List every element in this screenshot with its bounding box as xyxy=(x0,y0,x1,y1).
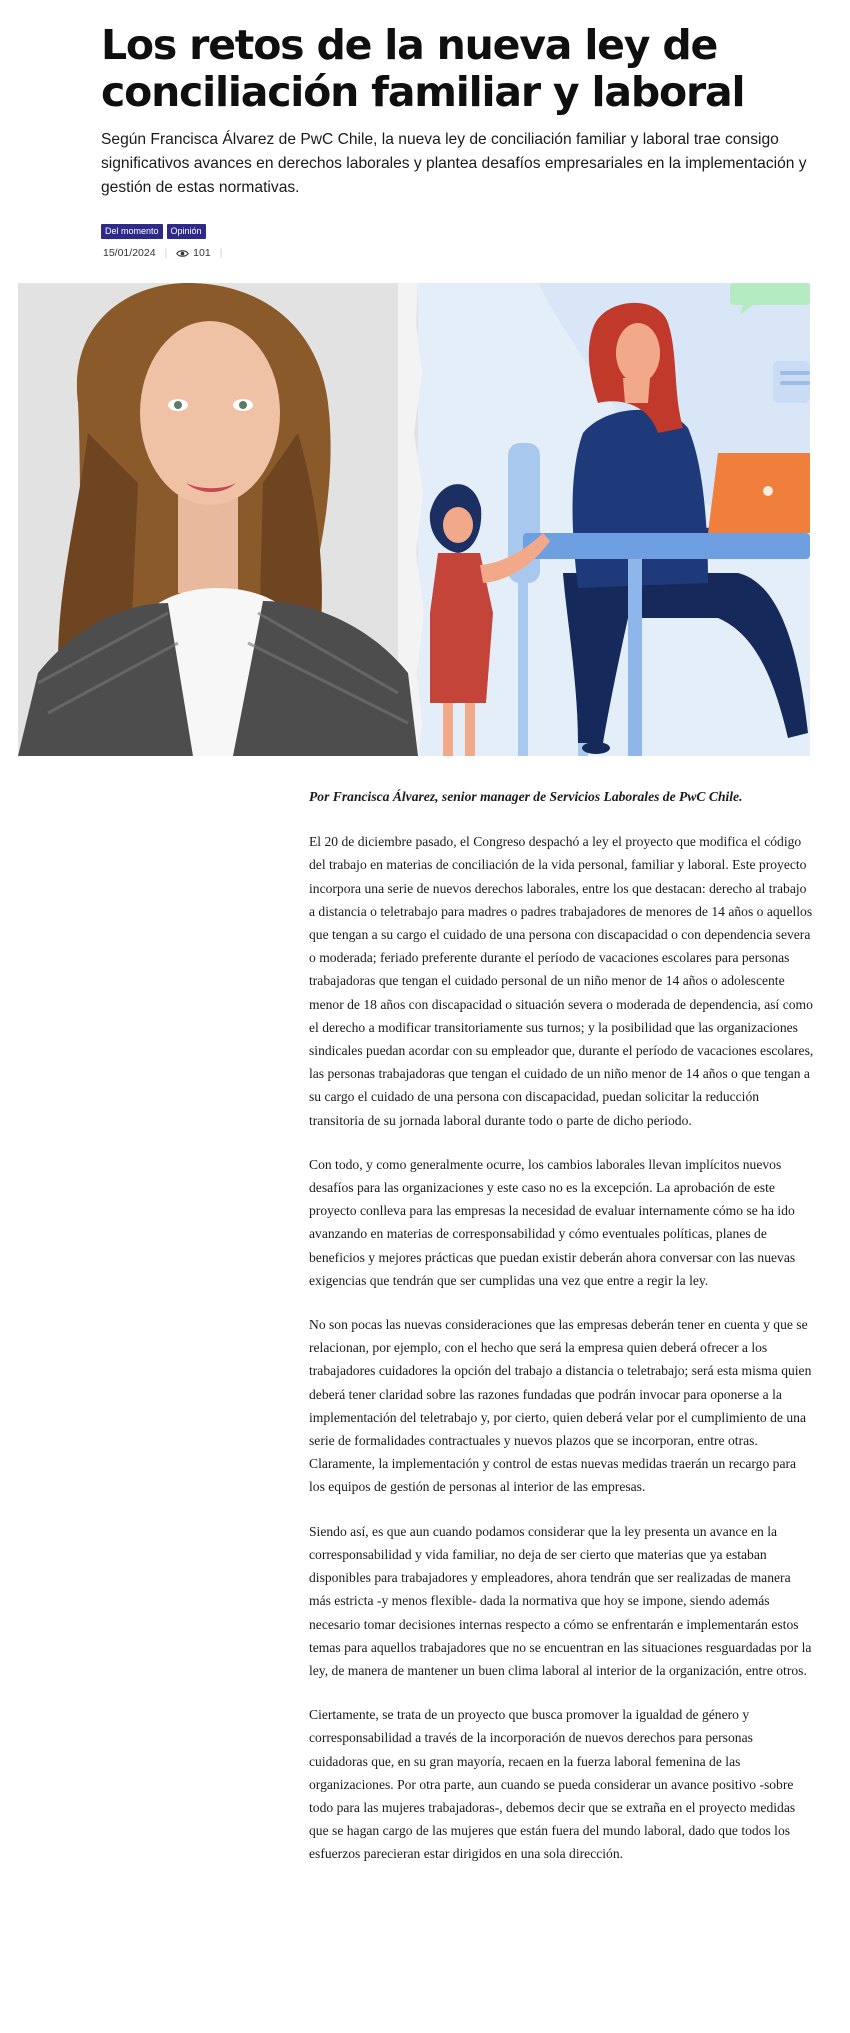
article-subtitle: Según Francisca Álvarez de PwC Chile, la nueva ley de conciliación familiar y laboral trae consigo significativos avances en derechos laborales y plantea desafíos empresariales en la implementación y gestión de estas normativas. xyxy=(101,131,807,196)
article-meta xyxy=(103,247,231,259)
body-paragraph: Siendo así, es que aun cuando podamos considerar que la ley presenta un avance en la corresponsabilidad y vida familiar, no deja de ser cierto que materias que ya estaban disponibles para trabajadores y empleadores, ahora tendrán que ser realizadas de manera más estricta -y menos flexible- dada la normativa que hoy se impone, siendo además necesario tomar decisiones internas respecto a cómo se enfrentarán e implementarán estos temas para aquellos trabajadores que no se encuentran en las situaciones resguardadas por la ley, de manera de mantener un buen clima laboral al interior de la organización, entre otros. xyxy=(309,1523,812,1678)
body-paragraph: El 20 de diciembre pasado, el Congreso despachó a ley el proyecto que modifica el código del trabajo en materias de conciliación de la vida personal, familiar y laboral. Este proyecto incorpora una serie de nuevos derechos laborales, entre los que destacan: derecho al trabajo a distancia o teletrabajo para madres o padres trabajadores de menores de 14 años o aquellos que tengan a su cargo el cuidado de una persona con discapacidad o con dependencia severa o moderada; feriado preferente durante el período de vacaciones escolares para personas trabajadoras que tengan el cuidado personal de un niño menor de 14 años o adolescente menor de 18 años con discapacidad o situación severa o moderada de dependencia, así como el derecho a modificar transitoriamente sus turnos; y la posibilidad que las organizaciones sindicales puedan acordar con su empleador que, durante el período de vacaciones escolares, las personas trabajadoras que tengan el cuidado de un niño menor de 14 años o que tengan a su cargo el cuidado de una persona con discapacidad, puedan solicitar la reducción transitoria de su jornada laboral durante todo o parte de dicho periodo. xyxy=(309,834,814,1128)
tag-opinion[interactable]: Opinión xyxy=(167,224,206,239)
eye-icon xyxy=(176,249,189,258)
tag-list xyxy=(101,224,206,239)
body-paragraph: Con todo, y como generalmente ocurre, los cambios laborales llevan implícitos nuevos desafíos para las organizaciones y este caso no es la excepción. La aprobación de este proyecto conlleva para las empresas la necesidad de evaluar internamente cómo se ha ido avanzando en materias de corresponsabilidad y cómo eventuales políticas, planes de beneficios y mejores prácticas que puedan existir deberán ahora conversar con las nuevas exigencias que tendrán que ser cumplidas una vez que entre a regir la ley. xyxy=(309,1156,796,1288)
publish-date: 15/01/2024 xyxy=(103,247,156,259)
article-title: Los retos de la nueva ley de conciliación familiar y laboral xyxy=(101,21,745,116)
article-body xyxy=(309,785,814,1887)
author-byline: Por Francisca Álvarez, senior manager de Servicios Laborales de PwC Chile. xyxy=(309,789,743,804)
work-from-home-illustration xyxy=(398,283,810,756)
body-paragraph: No son pocas las nuevas consideraciones que las empresas deberán tener en cuenta y que se relacionan, por ejemplo, con el hecho que será la empresa quien deberá ofrecer a los trabajadores cuidadores la opción del trabajo a distancia o teletrabajo; será esta misma quien deberá tener claridad sobre las razones fundadas que podrán invocar para oponerse a la implementación del teletrabajo y, por cierto, quien deberá velar por el cumplimiento de una serie de formalidades contractuales y nuevos plazos que se incorporan, entre otras. Claramente, la implementación y control de estas nuevas medidas traerán un recargo para los equipos de gestión de personas al interior de las empresas. xyxy=(309,1317,812,1495)
view-count: 101 xyxy=(193,247,211,259)
hero-image xyxy=(18,283,810,756)
author-portrait xyxy=(18,283,424,756)
meta-divider-end: | xyxy=(219,247,223,259)
tag-del-momento[interactable]: Del momento xyxy=(101,224,163,239)
meta-divider: | xyxy=(164,247,168,259)
body-paragraph: Ciertamente, se trata de un proyecto que busca promover la igualdad de género y corresponsabilidad a través de la incorporación de nuevos derechos para personas cuidadoras que, en su gran mayoría, recaen en la fuerza laboral femenina de las organizaciones. Por otra parte, aun cuando se pueda considerar un avance positivo -sobre todo para las mujeres trabajadoras-, debemos decir que se extraña en el proyecto medidas que se hagan cargo de las mujeres que están fuera del mundo laboral, dado que todos los esfuerzos parecieran estar dirigidos en una sola dirección. xyxy=(309,1707,796,1862)
view-counter xyxy=(176,247,211,259)
